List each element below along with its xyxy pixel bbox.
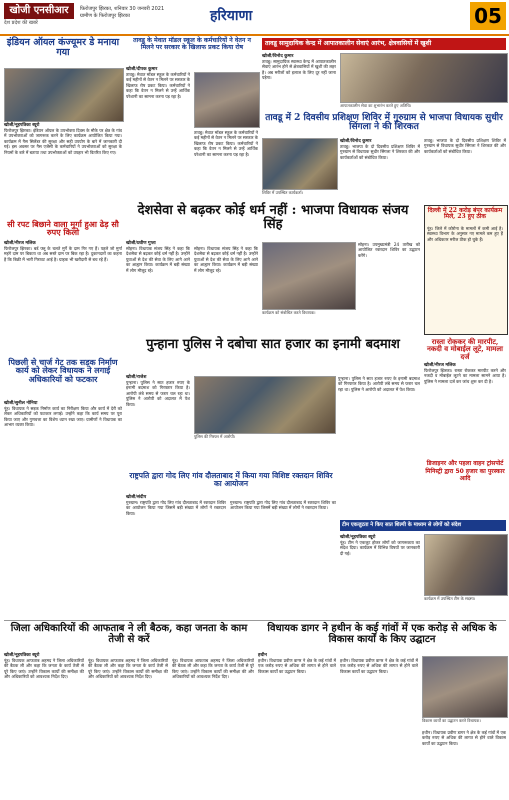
article-11-body-2: गुरुग्राम। राष्ट्रपति द्वारा गोद लिए गांव दौलताबाद में रक्तदान शिविर का आयोजन किया गया जिसमें बड़ी संख्या में लोगों ने रक्तदान किया। xyxy=(230,500,336,511)
article-14-photo xyxy=(422,656,508,718)
article-7-photo xyxy=(262,242,356,310)
article-10-byline: खोजी/नीरज मलिक xyxy=(424,363,456,368)
article-12-body: नूंह। टीम ने एकजुट होकर लोगों को जागरूकता का संदेश दिया। कार्यक्रम में विभिन्न विषयों पर जानकारी दी गई। xyxy=(340,540,420,556)
article-14-headline: विधायक डागर ने हथीन के कई गांवों में एक करोड़ से अधिक के विकास कार्यों के किए उद्घाटन xyxy=(267,623,497,645)
divider xyxy=(4,620,506,621)
article-12-byline: खोजी/नूहपत्रिका ब्यूरो xyxy=(340,535,376,540)
article-6-body: तावडू। भाजपा के दो दिवसीय प्रशिक्षण शिविर में गुरुग्राम से विधायक सुधीर सिंगला ने शिरकत की और कार्यकर्ताओं को संबोधित किया। xyxy=(340,144,420,160)
dateline xyxy=(80,6,164,20)
article-13-body-2: नूंह। विधायक आफताब अहमद ने जिला अधिकारियों की बैठक ली और कहा कि जनता के कार्य तेजी से पूरे किए जाएं। उन्होंने विकास कार्यों की समीक्षा की और अधिकारियों को आवश्यक निर्देश दिए। xyxy=(88,658,168,680)
article-10-headline: रास्ता रोककर की मारपीट, नकदी व मोबाईल लूटे, मामला दर्ज xyxy=(427,337,503,361)
article-4-photo xyxy=(194,72,260,128)
article-1-photo xyxy=(4,68,124,122)
article-2-byline: खोजी/नीरज मलिक xyxy=(4,241,36,246)
article-5-body: तावडू। सामुदायिक स्वास्थ्य केन्द्र में आपातकालीन सेवाएं आरंभ होने से क्षेत्रवासियों में खुशी की लहर है। अब मरीजों को इलाज के लिए दूर नहीं जाना पड़ेगा। xyxy=(262,59,336,81)
article-7-byline: खोजी/प्रवीण गुप्ता xyxy=(126,241,156,246)
info-box-headline: दिल्ली में 22 करोड़ बंपर कार्यक्रम मिले, 23 हुए ठीक xyxy=(427,207,503,221)
article-3-byline: खोजी/सुनील नोनिया xyxy=(4,401,38,406)
article-4-headline: तावडू के मेवात मॉडल स्कूल के कर्मचारियों ने वेतन न मिलने पर सरकार के खिलाफ प्रकट किया रोष xyxy=(133,37,251,51)
article-7-body-2: सोहना। विधायक संजय सिंह ने कहा कि देशसेवा से बढ़कर कोई धर्म नहीं है। उन्होंने युवाओं से देश की सेवा के लिए आगे आने का आह्वान किया। कार्यक्रम में बड़ी संख्या में लोग मौजूद रहे। xyxy=(194,246,258,273)
article-13-headline: जिला अधिकारियों की आफताब ने ली बैठक, कहा जनता के काम तेजी से करें xyxy=(10,623,248,645)
newspaper-logo: खोजी एनसीआर xyxy=(4,3,74,19)
info-box-body: नूंह। जिले में कोरोना के मामलों में कमी आई है। स्वास्थ्य विभाग के अनुसार नए मामले कम हुए हैं और अधिकतर मरीज ठीक हो चुके हैं। xyxy=(427,226,503,242)
article-14-body-3: हथीन। विधायक प्रवीण डागर ने क्षेत्र के कई गांवों में एक करोड़ रुपए से अधिक की लागत से होने वाले विकास कार्यों का उद्घाटन किया। xyxy=(422,730,506,746)
article-8-body: सोहना। उपमुख्यमंत्री 24 तारीख को आयोजित रक्तदान शिविर का उद्घाटन करेंगे। xyxy=(358,242,420,258)
article-11-body: गुरुग्राम। राष्ट्रपति द्वारा गोद लिए गांव दौलताबाद में रक्तदान शिविर का आयोजन किया गया जिसमें बड़ी संख्या में लोगों ने रक्तदान किया। xyxy=(126,500,226,516)
article-9-body: पुन्हाना। पुलिस ने सात हजार रुपए के इनामी बदमाश को गिरफ्तार किया है। आरोपी लंबे समय से फरार चल रहा था। पुलिस ने आरोपी को अदालत में पेश किया। xyxy=(126,380,190,407)
article-13-byline: खोजी/नूहपत्रिका ब्यूरो xyxy=(4,653,40,658)
article-13-body: नूंह। विधायक आफताब अहमद ने जिला अधिकारियों की बैठक ली और कहा कि जनता के कार्य तेजी से पूरे किए जाएं। उन्होंने विकास कार्यों की समीक्षा की और अधिकारियों को आवश्यक निर्देश दिए। xyxy=(4,658,84,680)
article-5-headline: तावडू सामुदायिक केन्द्र में आपातकालीन सेवाएं आरंभ, क्षेत्रवासियों में खुशी xyxy=(262,38,506,50)
tagline: देश प्रदेश की खबरें xyxy=(4,20,38,26)
article-3-headline: पिछली से चार्ज गेट तक सड़क निर्माण कार्य को लेकर विधायक ने लगाई अधिकारियों को फटकार xyxy=(8,357,118,384)
article-5-byline: खोजी/विनोद कुमार xyxy=(262,54,294,59)
article-6-caption: शिविर में उपस्थित कार्यकर्ता। xyxy=(262,190,304,195)
article-6-photo xyxy=(262,138,338,190)
section-title: हरियाणा xyxy=(210,8,253,24)
article-7-body: सोहना। विधायक संजय सिंह ने कहा कि देशसेवा से बढ़कर कोई धर्म नहीं है। उन्होंने युवाओं से देश की सेवा के लिए आगे आने का आह्वान किया। कार्यक्रम में बड़ी संख्या में लोग मौजूद रहे। xyxy=(126,246,190,273)
article-14-body-2: हथीन। विधायक प्रवीण डागर ने क्षेत्र के कई गांवों में एक करोड़ रुपए से अधिक की लागत से होने वाले विकास कार्यों का उद्घाटन किया। xyxy=(340,658,418,674)
article-11-byline: खोजी/संदीप xyxy=(126,495,147,500)
article-12-caption: कार्यक्रम में उपस्थित टीम के सदस्य। xyxy=(424,596,476,601)
article-4-body-cont: तावडू। मेवात मॉडल स्कूल के कर्मचारियों ने कई महीनों से वेतन न मिलने पर सरकार के खिलाफ रोष प्रकट किया। कर्मचारियों ने कहा कि वेतन न मिलने से उन्हें आर्थिक परेशानी का सामना करना पड़ रहा है। xyxy=(194,130,258,157)
masthead xyxy=(0,0,509,36)
article-13-body-3: नूंह। विधायक आफताब अहमद ने जिला अधिकारियों की बैठक ली और कहा कि जनता के कार्य तेजी से पूरे किए जाएं। उन्होंने विकास कार्यों की समीक्षा की और अधिकारियों को आवश्यक निर्देश दिए। xyxy=(172,658,254,680)
article-7-headline: देशसेवा से बढ़कर कोई धर्म नहीं : भाजपा विधायक संजय सिंह xyxy=(137,203,409,232)
article-14-byline: हथीन xyxy=(258,653,267,658)
article-11-headline: राष्ट्रपति द्वारा गोद लिए गांव दौलताबाद में किया गया विशिष्ट रक्तदान शिविर का आयोजन xyxy=(129,471,333,488)
article-12-photo xyxy=(424,534,508,596)
article-9-body-cont: पुन्हाना। पुलिस ने सात हजार रुपए के इनामी बदमाश को गिरफ्तार किया है। आरोपी लंबे समय से फरार चल रहा था। पुलिस ने आरोपी को अदालत में पेश किया। xyxy=(338,376,420,392)
article-7-caption: कार्यक्रम को संबोधित करते विधायक। xyxy=(262,310,316,315)
dateline-text: फ़िरोजपुर झिरका, शनिवार 30 जनवरी 2021 xyxy=(80,6,165,12)
article-4-byline: खोजी/दीपक कुमार xyxy=(126,67,158,72)
page-number: 05 xyxy=(470,2,506,30)
article-14-caption: विकास कार्यों का उद्घाटन करते विधायक। xyxy=(422,718,481,723)
article-9-caption: पुलिस की गिरफ्त में आरोपी। xyxy=(194,434,236,439)
article-6-headline: तावडू में 2 दिवसीय प्रशिक्षण शिविर में गुरुग्राम से भाजपा विधायक सुधीर सिंगला ने की शिरकत xyxy=(265,113,503,133)
article-6-byline: खोजी/विनोद कुमार xyxy=(340,139,372,144)
article-1-headline: इंडियन ऑयल कंज्यूमर डे मनाया गया xyxy=(6,37,120,58)
article-2-headline: सी रपट बिछाने वाला मुर्गा हुआ ढेड़ सौ रुपए किलो xyxy=(7,219,119,238)
article-6-body-cont: तावडू। भाजपा के दो दिवसीय प्रशिक्षण शिविर में गुरुग्राम से विधायक सुधीर सिंगला ने शिरकत की और कार्यकर्ताओं को संबोधित किया। xyxy=(424,138,506,154)
article-5-photo xyxy=(340,53,508,103)
article-12-headline: टीम एकजुटता ने किए सात शिल्पी के माध्यम से लोगों को संदेश xyxy=(340,520,506,531)
article-4-body: तावडू। मेवात मॉडल स्कूल के कर्मचारियों ने कई महीनों से वेतन न मिलने पर सरकार के खिलाफ रोष प्रकट किया। कर्मचारियों ने कहा कि वेतन न मिलने से उन्हें आर्थिक परेशानी का सामना करना पड़ रहा है। xyxy=(126,72,190,99)
article-5-caption: आपातकालीन सेवा का शुभारंभ करते हुए अतिथि। xyxy=(340,103,412,108)
article-14-body: हथीन। विधायक प्रवीण डागर ने क्षेत्र के कई गांवों में एक करोड़ रुपए से अधिक की लागत से होने वाले विकास कार्यों का उद्घाटन किया। xyxy=(258,658,336,674)
article-3-body: नूंह। विधायक ने सड़क निर्माण कार्य का निरीक्षण किया और कार्य में देरी को लेकर अधिकारियों को फटकार लगाई। उन्होंने कहा कि कार्य समय पर पूरा किया जाए और गुणवत्ता का विशेष ध्यान रखा जाए। ग्रामीणों ने विधायक का आभार व्यक्त किया। xyxy=(4,406,122,428)
article-9-photo xyxy=(194,376,336,434)
article-9-headline: पुन्हाना पुलिस ने दबोचा सात हजार का इनामी बदमाश xyxy=(146,337,400,352)
article-10-body: फिरोजपुर झिरका। रास्ता रोककर मारपीट करने और नकदी व मोबाईल लूटने का मामला सामने आया है। पुलिस ने मामला दर्ज कर जांच शुरू कर दी है। xyxy=(424,368,506,384)
article-1-body: फिरोजपुर झिरका। इंडियन ऑयल के उपभोक्ता दिवस के मौके पर क्षेत्र के गांव में उपभोक्ताओं को जागरूक करने के लिए कार्यक्रम आयोजित किया गया। कार्यक्रम में गैस सिलेंडर की सुरक्षा और सही उपयोग के बारे में जानकारी दी गई। इस अवसर पर गैस एजेंसी के कर्मचारियों ने उपभोक्ताओं को सुरक्षा के नियमों के बारे में बताया तथा उपभोक्ताओं को उपहार भी वितरित किए गए। xyxy=(4,128,122,155)
dateline-text-2: ग्रामीण के फिरोजपुर झिरका xyxy=(80,13,130,19)
article-1-byline: खोजी/नूहपत्रिका ब्यूरो xyxy=(4,123,40,128)
article-2-body: फिरोजपुर झिरका। बर्ड फ्लू के चलते मुर्गे के दाम गिर गए हैं। पहले जो मुर्गा महंगे दाम पर बिकता था अब सस्ते दाम पर बिक रहा है। दुकानदारों का कहना है कि बिक्री में भारी गिरावट आई है। ग्राहक भी खरीदारी से बच रहे हैं। xyxy=(4,246,122,262)
article-9-byline: खोजी/राजेश xyxy=(126,375,147,380)
notice-text: डिजाइनर और पहला वाहन ट्रांसपोर्ट मिनिस्ट्री द्वारा 50 हजार का पुरस्कार आदि xyxy=(425,460,505,482)
